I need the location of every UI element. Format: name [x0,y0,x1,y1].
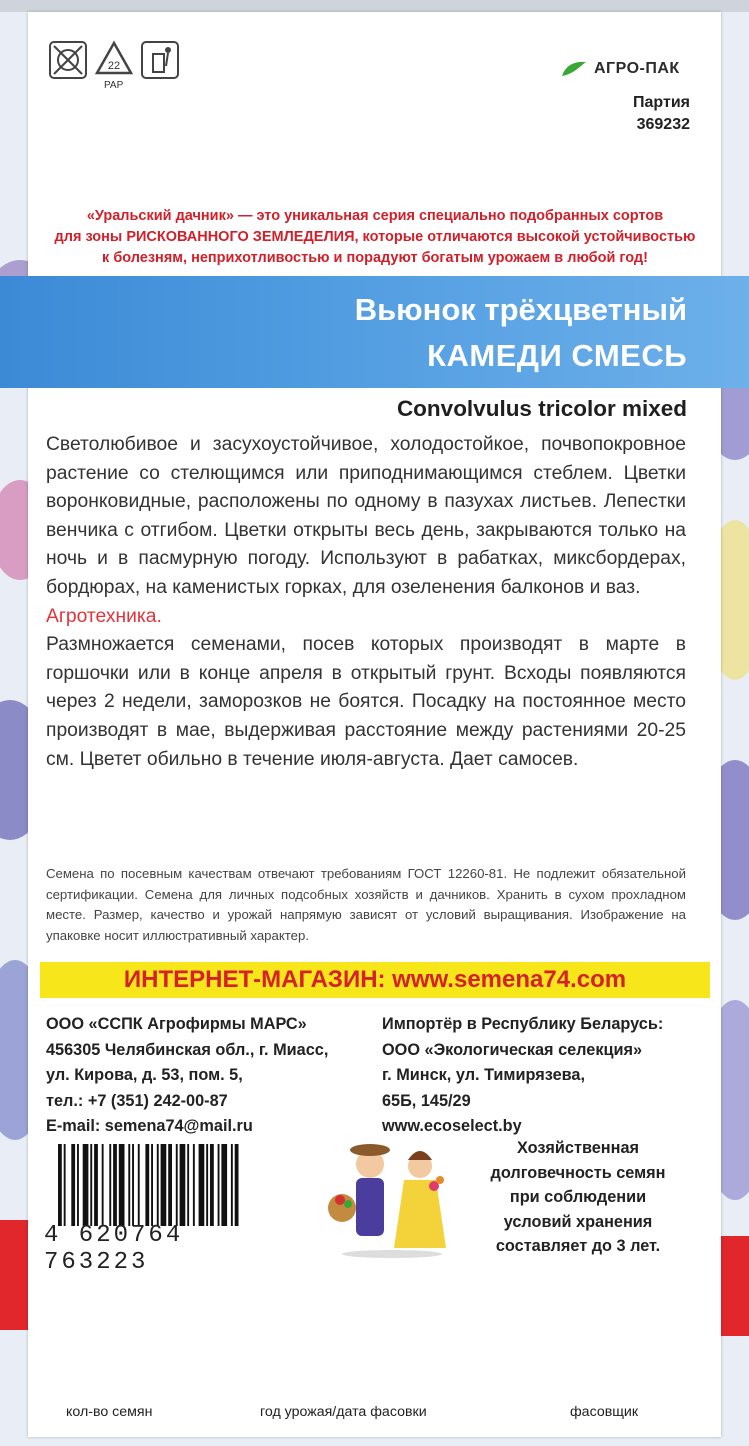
agrotech-heading: Агротехника. [46,605,162,627]
shelf-life-line: при соблюдении [509,1188,647,1207]
svg-text:22: 22 [107,60,121,72]
promo-line: к болезням, неприхотливостью и порадуют богатым урожаем в любой год! [102,250,648,266]
importer-address [382,1012,712,1140]
red-flap-left [0,1220,30,1330]
description-text: Светолюбивое и засухоустойчивое, холодостойкое, почвопокровное растение со стелющимся или приподнимающимся стеблем. Цветки воронковидные, расположены по одному в пазухах листьев. Лепестки венчика с отгибом. Цветки открыты весь день, закрываются только на ночь и в пасмурную погоду. Используют в рабатках, миксбордерах, бордюрах, на каменистых горках, для озеленения балконов и ваз. [46,434,686,598]
producer-line: ул. Кирова, д. 53, пом. 5, [46,1066,243,1085]
importer-line: Импортёр в Республику Беларусь: [382,1015,664,1033]
harvest-date-label: год урожая/дата фасовки [260,1404,427,1420]
recycle-code: PAP [104,80,124,91]
promo-line: для зоны РИСКОВАННОГО ЗЕМЛЕДЕЛИЯ, которые отличаются высокой устойчивостью [54,229,696,245]
producer-line: E-mail: semena74@mail.ru [46,1117,253,1136]
brand-logo [560,60,680,78]
importer-line: г. Минск, ул. Тимирязева, [382,1066,586,1085]
importer-line: ООО «Экологическая селекция» [382,1040,643,1059]
producer-line: тел.: +7 (351) 242-00-87 [46,1091,228,1110]
red-flap-right [719,1236,749,1336]
barcode-bars [58,1144,294,1226]
logo-text: АГРО-ПАК [594,60,680,77]
producer-line: ООО «ССПК Агрофирмы МАРС» [46,1015,307,1033]
shelf-life-line: Хозяйственная [516,1139,640,1157]
farmers-illustration [322,1130,462,1258]
recycle-icon [94,40,134,91]
batch-label: Партия [633,94,690,111]
latin-name: Convolvulus tricolor mixed [396,396,687,421]
packer-label: фасовщик [570,1404,639,1420]
leaf-icon [560,60,588,78]
product-title: Вьюнок трёхцветный [354,292,687,327]
importer-line: www.ecoselect.by [382,1117,522,1136]
producer-line: 456305 Челябинская обл., г. Миасс, [46,1040,329,1059]
seeds-count-label: кол-во семян [66,1404,153,1420]
crossed-out-icon [48,40,88,86]
bottom-fields [28,1400,721,1428]
description [46,431,686,774]
shelf-life-line: составляет до 3 лет. [495,1237,661,1256]
barcode [44,1138,302,1276]
series-promo [40,206,710,269]
importer-line: 65Б, 145/29 [382,1091,471,1110]
batch-number: 369232 [636,116,690,133]
shelf-life-line: условий хранения [503,1212,653,1231]
legal-notice: Семена по посевным качествам отвечают требованиям ГОСТ 12260-81. Не подлежит обязательной сертификации. Семена для личных подсобных хозяйств и дачников. Хранить в сухом прохладном месте. Размер, качество и урожай напрямую зависят от условий выращивания. Изображение на упаковке носит иллюстративный характер. [46,866,686,943]
agrotech-text: Размножается семенами, посев которых производят в марте в горшочки или в конце апреля в открытый грунт. Всходы появляются через 2 недели, заморозков не боятся. Посадку на постоянное место производят в мае, выдерживая расстояние между растениями 20-25 см. Цветет обильно в течение июля-августа. Дает самосев. [46,634,686,770]
promo-line: «Уральский дачник» — это уникальная серия специально подобранных сортов [86,208,664,224]
trash-bin-icon [140,40,180,86]
online-shop-banner: ИНТЕРНЕТ-МАГАЗИН: www.semena74.com [40,962,710,998]
shelf-life-line: долговечность семян [490,1163,666,1182]
batch-info [600,92,690,136]
producer-address [46,1012,366,1140]
package-icons [48,40,180,91]
shelf-life-note [458,1136,698,1259]
product-variety: КАМЕДИ СМЕСЬ [427,338,687,373]
top-seal [0,0,749,12]
barcode-digits: 4 620764 763223 [44,1222,184,1276]
